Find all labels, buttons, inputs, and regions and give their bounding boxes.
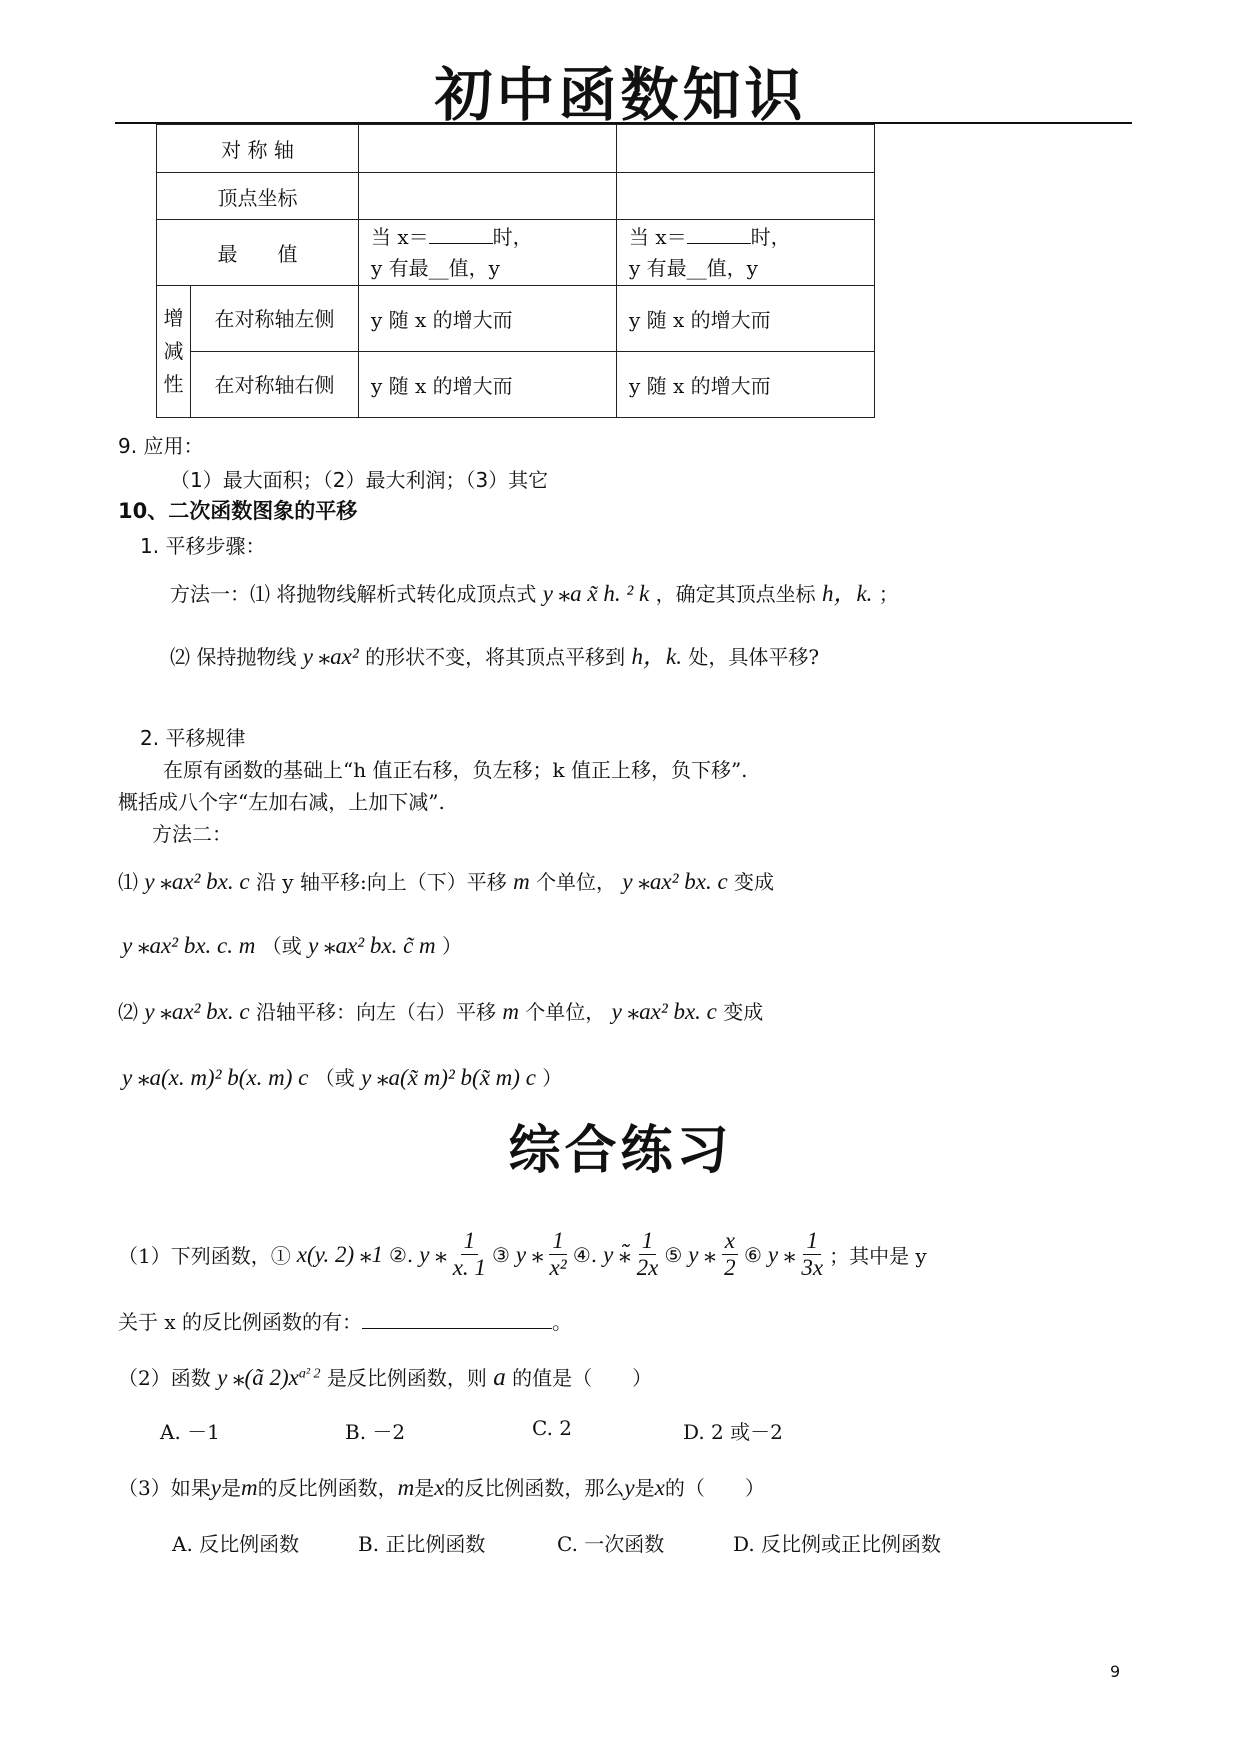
table-row [157, 173, 875, 220]
fraction-denominator: 2x [636, 1255, 659, 1280]
q2-prefix: （2）函数 [118, 1366, 211, 1390]
q3-prefix: （3）如果 [118, 1476, 211, 1500]
left-cell-1: y 随 x 的增大而 [359, 286, 617, 352]
q3-option-a[interactable]: A. 反比例函数 [172, 1532, 300, 1556]
alt-open: （或 [314, 1066, 355, 1090]
fraction-numerator: 1 [461, 1228, 479, 1255]
variable-y: y [210, 1475, 221, 1500]
page-title: 初中函数知识 [434, 61, 807, 129]
section-9-heading: 9. 应用： [118, 434, 204, 458]
method1-step2-mid: 的形状不变，将其顶点平移到 [365, 645, 626, 669]
alt-close: ） [542, 1066, 563, 1090]
method2-vertical-line [118, 866, 774, 895]
method2-vertical-suffix: 变成 [734, 870, 775, 894]
method1-end: ； [878, 582, 899, 606]
q1-function-3-fraction [549, 1228, 567, 1281]
quadratic-formula: y ⁎ax² bx. c [144, 999, 250, 1024]
alt-close: ） [442, 934, 463, 958]
method1-step2-suffix: 处，具体平移? [688, 645, 820, 669]
method1-suffix: ，确定其顶点坐标 [655, 582, 816, 606]
q1-function-4-left: y ⁎̃ [603, 1241, 631, 1267]
q2-option-d[interactable]: D. 2 或－2 [683, 1420, 783, 1444]
quadratic-formula: y ⁎ax² bx. c [611, 999, 717, 1024]
vertex-form-formula: y ⁎a x̃ h. ² k [542, 581, 650, 606]
shifted-right-formula: y ⁎a(x̃ m)² b(x̃ m) c [361, 1065, 536, 1090]
question-2-line [118, 1362, 652, 1392]
q1-function-1: x(y. 2) ⁎1 [296, 1241, 383, 1267]
method2-vertical-mid2: 个单位， [536, 870, 617, 894]
method1-line [170, 575, 899, 608]
basic-parabola-formula: y ⁎ax² [302, 644, 359, 669]
extreme-c1-line1-a: 当 x＝ [371, 224, 429, 249]
table-row [157, 286, 875, 352]
fraction-denominator: x. 1 [452, 1255, 486, 1280]
fraction-numerator: x [722, 1228, 738, 1255]
left-side-label: 在对称轴左侧 [191, 286, 359, 352]
target-vertex-coordinate: h，k. [631, 644, 682, 669]
extreme-c2-line2: y 有最__值，y [629, 255, 758, 280]
right-cell-1: y 随 x 的增大而 [359, 352, 617, 418]
q3-text: 是 [414, 1476, 435, 1500]
method2-vertical-result [122, 930, 462, 959]
q1-function-5-fraction [722, 1228, 738, 1281]
extreme-c1-line2: y 有最__值，y [371, 255, 500, 280]
question-3-line [118, 1472, 765, 1501]
method2-vertical-prefix: ⑴ [118, 870, 138, 894]
right-cell-2: y 随 x 的增大而 [617, 352, 875, 418]
variable-m: m [240, 1475, 258, 1500]
method2-horizontal-mid2: 个单位， [525, 1000, 606, 1024]
method1-prefix: 方法一：⑴ 将抛物线解析式转化成顶点式 [170, 582, 537, 606]
q2-option-b[interactable]: B. －2 [345, 1420, 406, 1444]
q3-text: 的反比例函数， [257, 1476, 398, 1500]
extreme-c2-line1-b: 时， [750, 224, 791, 249]
fraction-denominator: 3x [801, 1255, 824, 1280]
translation-rule-line2: 概括成八个字“左加右减，上加下减”. [118, 790, 445, 814]
axis-cell-2 [617, 125, 875, 173]
vertex-label: 顶点坐标 [157, 173, 359, 220]
shift-amount-m: m [513, 869, 530, 894]
q1-circle-3: ③ [491, 1242, 510, 1267]
axis-cell-1 [359, 125, 617, 173]
q3-option-c[interactable]: C. 一次函数 [557, 1532, 665, 1556]
method1-step2-line [170, 638, 819, 671]
q1-circle-5: ⑤ [664, 1242, 683, 1267]
step1-heading: 1. 平移步骤： [140, 534, 266, 558]
q2-option-a[interactable]: A. －1 [160, 1420, 220, 1444]
extreme-label: 最 值 [157, 220, 359, 286]
alt-open: （或 [261, 934, 302, 958]
method2-horizontal-result [122, 1062, 562, 1091]
fraction-numerator: 1 [549, 1228, 567, 1255]
exercises-title: 综合练习 [508, 1120, 733, 1181]
vertex-cell-1 [359, 173, 617, 220]
monotonicity-label: 增 减 性 [157, 286, 191, 418]
axis-label: 对 称 轴 [157, 125, 359, 173]
method2-horizontal-prefix: ⑵ [118, 1000, 138, 1024]
answer-blank [429, 223, 493, 244]
method2-horizontal-mid: 沿轴平移：向左（右）平移 [255, 1000, 496, 1024]
q3-text: 是 [220, 1476, 241, 1500]
q1-function-6-fraction [801, 1228, 823, 1281]
variable-x: x [434, 1475, 445, 1500]
q1-suffix: ；其中是 y [829, 1244, 927, 1268]
section-10-heading: 10、二次函数图象的平移 [118, 499, 358, 523]
q1-function-2-left: y ⁎ [419, 1241, 447, 1267]
q2-option-c[interactable]: C. 2 [532, 1416, 573, 1440]
fraction-numerator: 1 [639, 1228, 657, 1255]
shifted-left-formula: y ⁎a(x. m)² b(x. m) c [122, 1065, 309, 1090]
property-table [156, 124, 875, 418]
q3-text: 的反比例函数，那么 [444, 1476, 625, 1500]
question-1-line1 [118, 1228, 927, 1281]
shift-amount-m: m [502, 999, 519, 1024]
variable-x: x [654, 1475, 665, 1500]
shifted-down-formula: y ⁎ax² bx. c̃ m [308, 933, 436, 958]
q1-function-3-left: y ⁎ [515, 1241, 544, 1267]
q1-circle-4: ④. [572, 1242, 598, 1267]
method1-step2-prefix: ⑵ 保持抛物线 [170, 645, 297, 669]
q1-function-4-fraction [637, 1228, 659, 1281]
method2-vertical-mid: 沿 y 轴平移:向上（下）平移 [255, 870, 507, 894]
vertex-coordinate: h，k. [821, 581, 873, 606]
shifted-up-formula: y ⁎ax² bx. c. m [122, 933, 256, 958]
q1-prefix: （1）下列函数，① [118, 1244, 291, 1268]
q2-variable-a: a [493, 1364, 506, 1391]
quadratic-formula: y ⁎ax² bx. c [622, 869, 728, 894]
q3-option-b[interactable]: B. 正比例函数 [358, 1532, 486, 1556]
vertex-cell-2 [617, 173, 875, 220]
page-number: 9 [1110, 1662, 1121, 1681]
q3-text: 的（ ） [664, 1476, 765, 1500]
answer-blank [687, 223, 751, 244]
q1-line2-text: 关于 x 的反比例函数的有： [118, 1310, 362, 1334]
step2-heading: 2. 平移规律 [140, 726, 246, 750]
section-9-items: （1）最大面积；（2）最大利润；（3）其它 [170, 468, 549, 492]
extreme-cell-2 [617, 220, 875, 286]
answer-blank[interactable] [362, 1308, 552, 1329]
q1-end: 。 [552, 1310, 572, 1334]
table-row [157, 220, 875, 286]
translation-rule-line1: 在原有函数的基础上“h 值正右移，负左移；k 值正上移，负下移”. [163, 758, 748, 782]
table-row [157, 125, 875, 173]
q1-circle-6: ⑥ [743, 1242, 762, 1267]
left-cell-2: y 随 x 的增大而 [617, 286, 875, 352]
method2-horizontal-suffix: 变成 [723, 1000, 764, 1024]
question-1-line2 [118, 1306, 572, 1335]
q1-function-2-fraction [453, 1228, 486, 1281]
q2-formula: y ⁎(ã 2)x [217, 1365, 299, 1390]
fraction-denominator: x² [549, 1255, 567, 1280]
q1-function-6-left: y ⁎ [767, 1241, 796, 1267]
quadratic-formula: y ⁎ax² bx. c [144, 869, 250, 894]
q1-circle-2: ②. [388, 1242, 414, 1267]
table-row [157, 352, 875, 418]
method2-heading: 方法二： [152, 822, 232, 846]
q2-mid: 是反比例函数，则 [326, 1366, 487, 1390]
extreme-c1-line1-b: 时， [492, 224, 533, 249]
extreme-cell-1 [359, 220, 617, 286]
q3-option-d[interactable]: D. 反比例或正比例函数 [733, 1532, 942, 1556]
fraction-denominator: 2 [724, 1255, 736, 1280]
variable-m: m [397, 1475, 415, 1500]
method2-horizontal-line [118, 996, 763, 1025]
fraction-numerator: 1 [803, 1228, 821, 1255]
variable-y: y [624, 1475, 635, 1500]
right-side-label: 在对称轴右侧 [191, 352, 359, 418]
q2-suffix: 的值是（ ） [512, 1366, 653, 1390]
q2-exponent: a² 2 [298, 1366, 321, 1382]
q1-function-5-left: y ⁎ [688, 1241, 716, 1267]
q3-text: 是 [634, 1476, 655, 1500]
extreme-c2-line1-a: 当 x＝ [629, 224, 687, 249]
